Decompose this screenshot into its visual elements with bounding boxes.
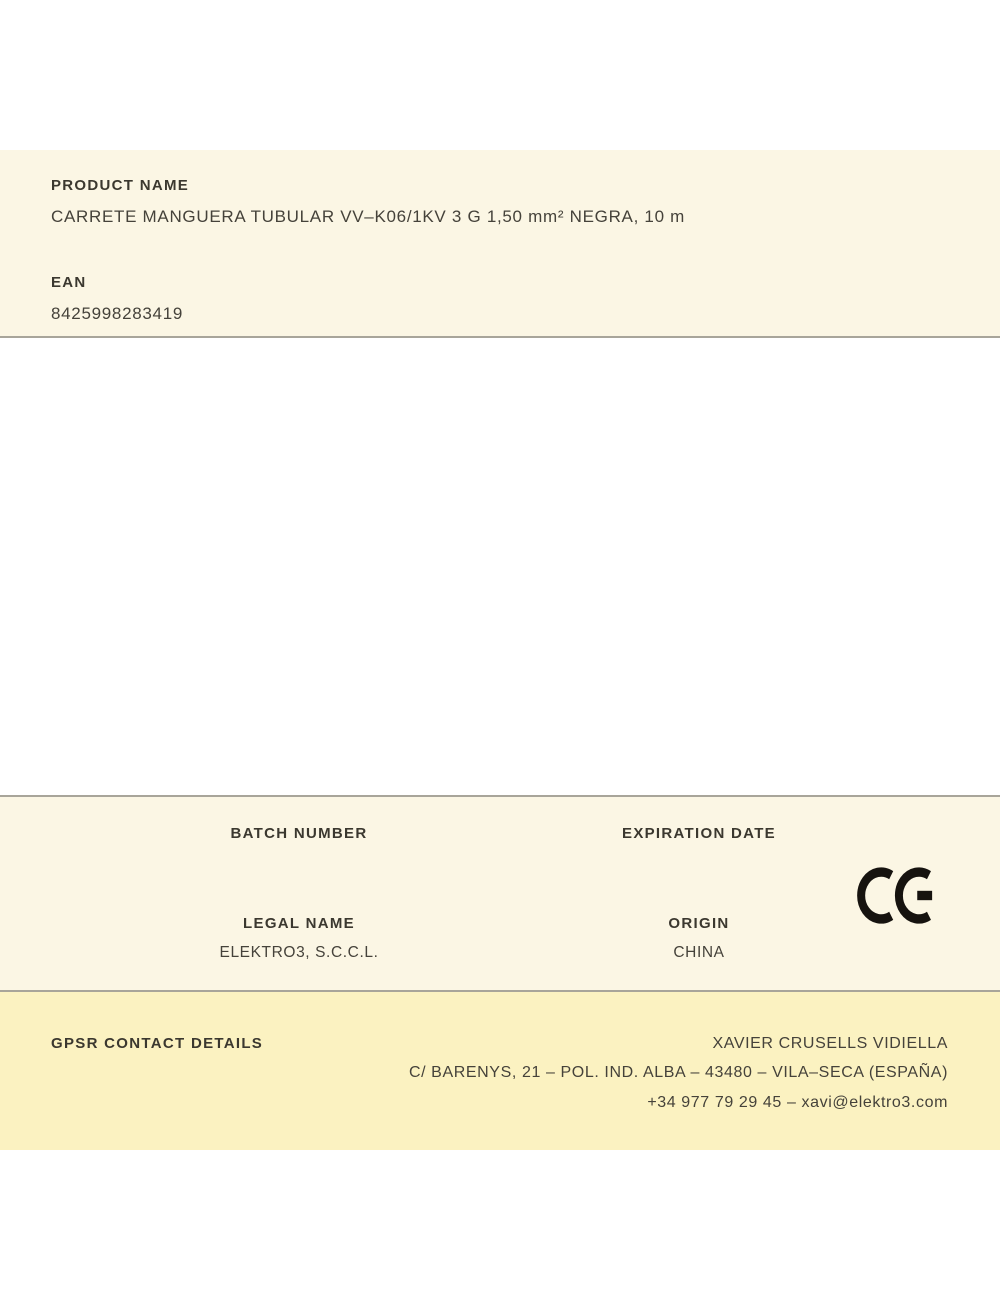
legal-name-label: LEGAL NAME xyxy=(243,915,355,932)
origin-value: CHINA xyxy=(673,944,725,961)
contact-person-name: XAVIER CRUSELLS VIDIELLA xyxy=(712,1035,948,1052)
contact-address: C/ BARENYS, 21 – POL. IND. ALBA – 43480 – VILA–SECA (ESPAÑA) xyxy=(408,1064,948,1082)
product-name-value: CARRETE MANGUERA TUBULAR VV–K06/1KV 3 G 1,50 mm² NEGRA, 10 m xyxy=(51,207,686,227)
expiration-date-label: EXPIRATION DATE xyxy=(622,825,776,842)
ean-value: 8425998283419 xyxy=(51,304,184,324)
product-info-section xyxy=(0,150,1000,338)
batch-origin-section xyxy=(0,795,1000,992)
origin-label: ORIGIN xyxy=(668,915,730,932)
ce-mark-icon xyxy=(856,862,943,929)
gpsr-contact-section xyxy=(0,992,1000,1150)
gpsr-contact-block xyxy=(409,1035,948,1123)
gpsr-contact-label: GPSR CONTACT DETAILS xyxy=(51,1035,264,1052)
contact-phone-email: +34 977 79 29 45 – xavi@elektro3.com xyxy=(647,1093,948,1111)
legal-name-value: ELEKTRO3, S.C.C.L. xyxy=(219,944,379,961)
ean-label: EAN xyxy=(51,273,87,291)
product-name-label: PRODUCT NAME xyxy=(51,177,190,194)
batch-number-label: BATCH NUMBER xyxy=(230,825,368,842)
